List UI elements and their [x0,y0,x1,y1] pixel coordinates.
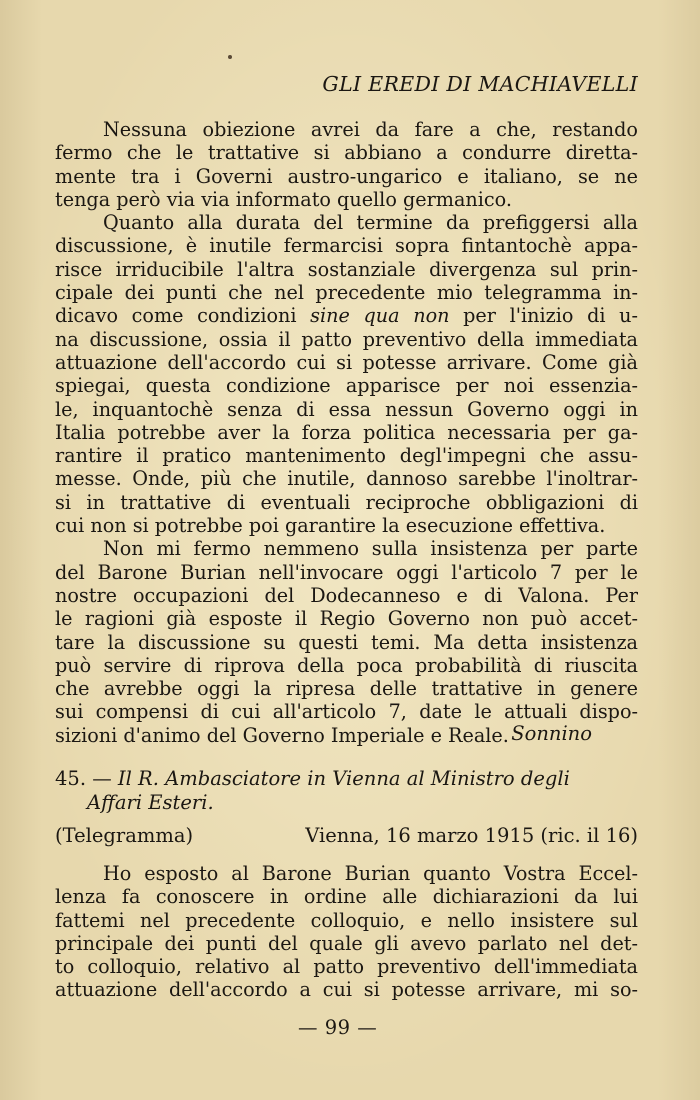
text-line: mente tra i Governi austro-ungarico e italiano, se ne [55,164,638,188]
text-line: na discussione, ossia il patto preventivo della immediata [55,327,638,351]
text-line: dicavo come condizioni sine qua non per l'inizio di u- [55,304,638,328]
text-line: si in trattative di eventuali reciproche obbligazioni di [55,490,638,514]
text-line: lenza fa conoscere in ordine alle dichiarazioni da lui [55,885,638,909]
text-line: Nessuna obiezione avrei da fare a che, restando [103,118,638,141]
text-line: messe. Onde, più che inutile, dannoso sarebbe l'inoltrar- [55,467,638,491]
document-title-line2: Affari Esteri. [87,791,214,814]
telegram-row [55,824,638,848]
text-line: sizioni d'animo del Governo Imperiale e Reale. [55,723,509,747]
text-line: le ragioni già esposte il Regio Governo non può accet- [55,607,638,631]
latin-phrase: sine qua non [310,304,450,328]
page-number: — 99 — [298,1016,378,1039]
running-head: GLI EREDI DI MACHIAVELLI [322,72,638,96]
document-title-line1: Il R. Ambasciatore in Vienna al Ministro degli [117,767,570,790]
text-line: fattemi nel precedente colloquio, e nello insistere sul [55,908,638,932]
document-heading [55,767,638,815]
text-line: risce irriducibile l'altra sostanziale divergenza sul prin- [55,257,638,281]
text-line: Italia potrebbe aver la forza politica necessaria per ga- [55,420,638,444]
text-line: le, inquantochè senza di essa nessun Governo oggi in [55,397,638,421]
text-line: del Barone Burian nell'invocare oggi l'articolo 7 per le [55,560,638,584]
text-line: Ho esposto al Barone Burian quanto Vostra Eccel- [103,862,638,885]
text-line: attuazione dell'accordo a cui si potesse arrivare, mi so- [55,978,638,1002]
text-line: tenga però via via informato quello germanico. [55,187,512,211]
telegram-label: (Telegramma) [55,824,194,847]
text-line: Non mi fermo nemmeno sulla insistenza per parte [103,537,638,561]
text-line: discussione, è inutile fermarcisi sopra fintantochè appa- [55,234,638,258]
text-line: spiegai, questa condizione apparisce per noi essenzia- [55,374,638,398]
signature: Sonnino [511,722,592,745]
text-line: attuazione dell'accordo cui si potesse arrivare. Come già [55,350,638,374]
text-line: to colloquio, relativo al patto preventivo dell'immediata [55,955,638,979]
text-line: cui non si potrebbe poi garantire la esecuzione effettiva. [55,514,606,538]
ink-speck [228,55,232,59]
text-line: Quanto alla durata del termine da prefiggersi alla [103,211,638,235]
telegram-place-date: Vienna, 16 marzo 1915 (ric. il 16) [305,824,638,847]
text-line: può servire di riprova della poca probabilità di riuscita [55,653,638,677]
text-line: tare la discussione su questi temi. Ma detta insistenza [55,630,638,654]
text-line: fermo che le trattative si abbiano a condurre diretta- [55,141,638,165]
text-line: sui compensi di cui all'articolo 7, date le attuali dispo- [55,700,638,724]
book-page [55,0,638,1100]
body-text-top [55,118,638,747]
text-line: nostre occupazioni del Dodecanneso e di Valona. Per [55,583,638,607]
document-number: 45. — [55,767,112,790]
text-line: principale dei punti del quale gli avevo parlato nel det- [55,931,638,955]
body-text-bottom [55,862,638,1002]
text-line: rantire il pratico mantenimento degl'impegni che assu- [55,444,638,468]
text-line: cipale dei punti che nel precedente mio telegramma in- [55,281,638,305]
text-line: che avrebbe oggi la ripresa delle trattative in genere [55,677,638,701]
